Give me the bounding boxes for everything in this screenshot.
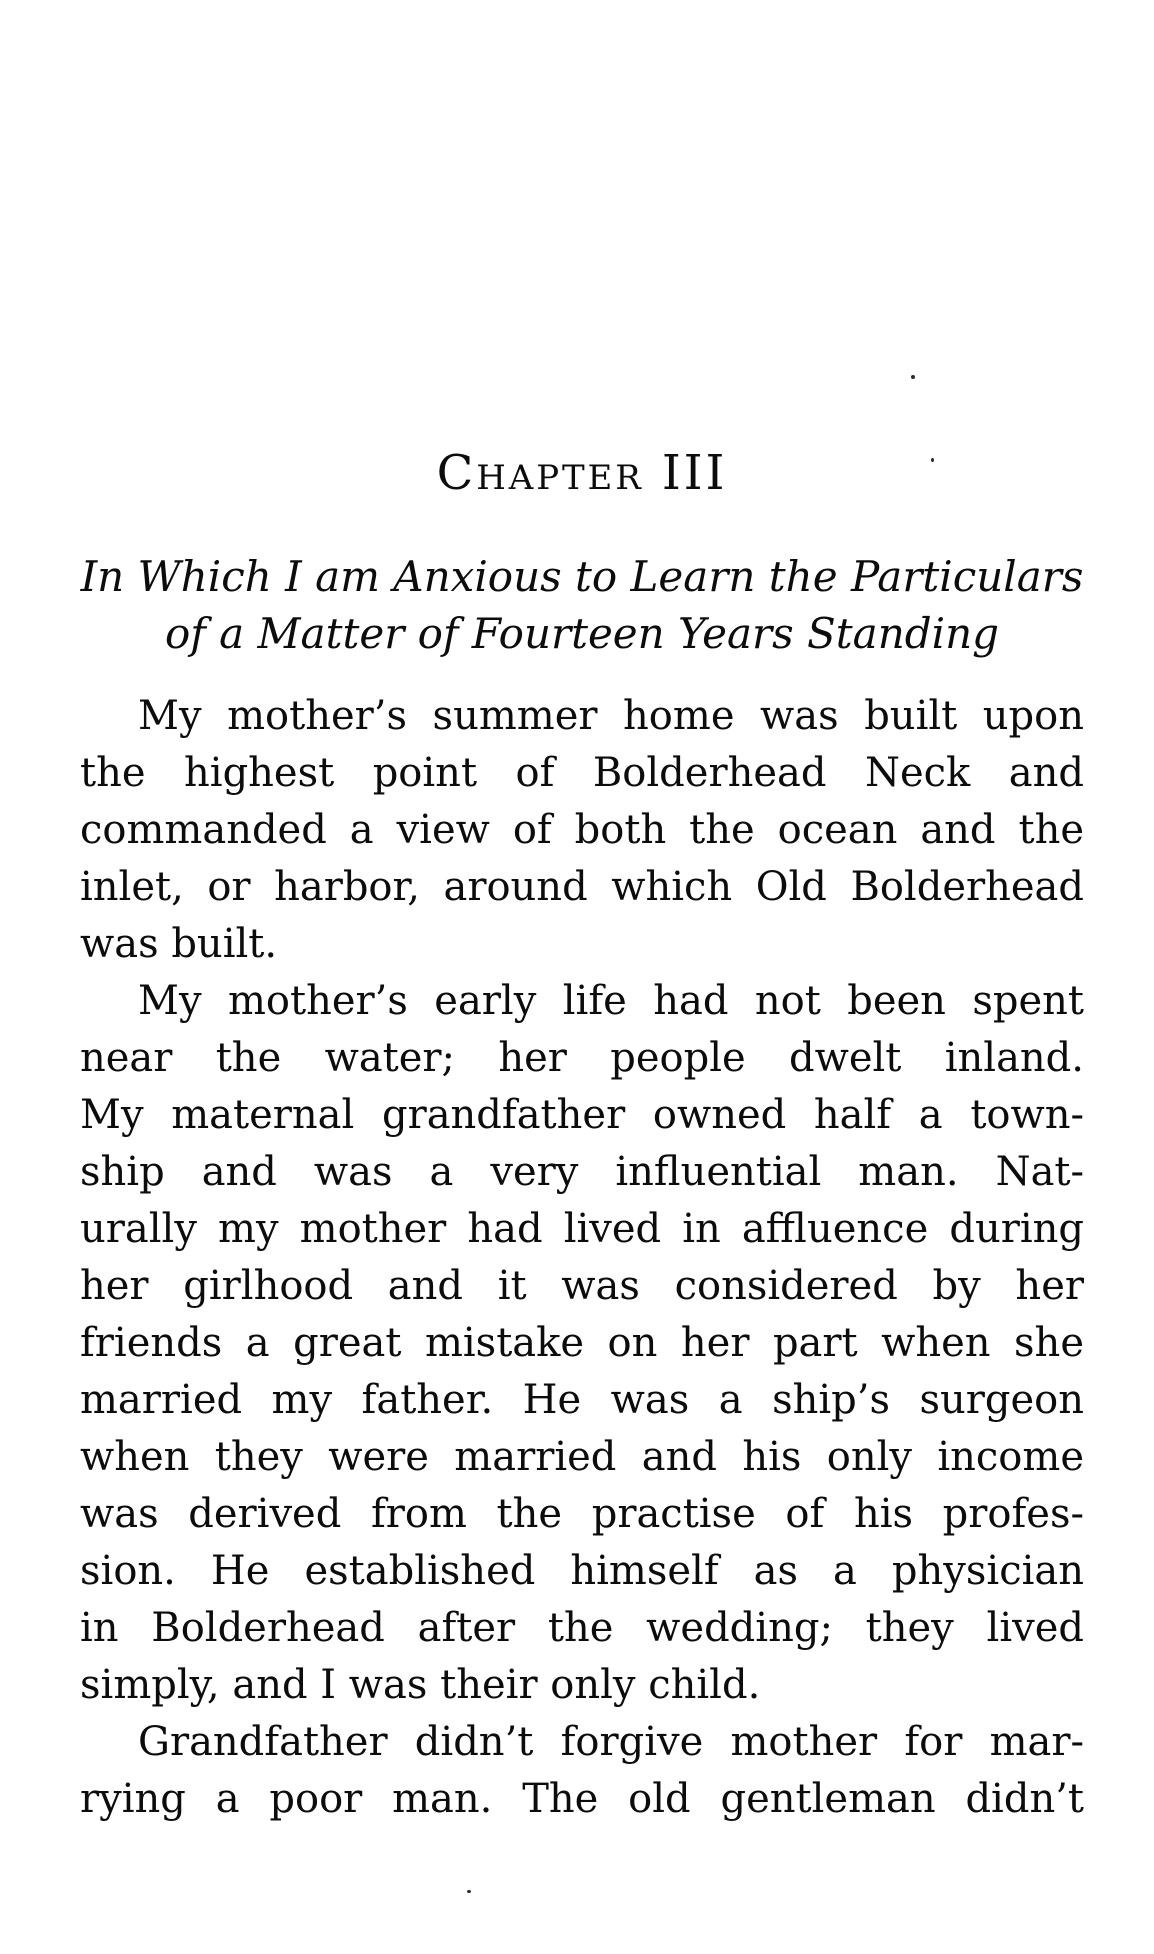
scan-speck [911,375,915,379]
text-line: friends a great mistake on her part when she [80,1319,1084,1366]
text-line: married my father. He was a ship’s surgeon [80,1376,1084,1423]
scan-speck [467,1890,471,1893]
paragraph [80,973,1084,1714]
text-line: My mother’s early life had not been spent [138,977,1084,1024]
subtitle-line: of a Matter of Fourteen Years Standing [164,608,1000,658]
scan-speck [931,458,934,462]
text-line: ship and was a very influential man. Nat- [80,1148,1084,1195]
text-line: was built. [80,920,278,967]
paragraph [80,688,1084,973]
text-line: commanded a view of both the ocean and the [80,806,1084,853]
text-line: inlet, or harbor, around which Old Bolderhead [80,863,1084,910]
subtitle-line: In Which I am Anxious to Learn the Particulars [80,551,1084,601]
text-line: sion. He established himself as a physician [80,1547,1084,1594]
text-line: the highest point of Bolderhead Neck and [80,749,1084,796]
text-line: was derived from the practise of his profes- [80,1490,1084,1537]
text-column [80,0,1084,1828]
chapter-heading: Chapter III [436,445,728,501]
text-line: when they were married and his only income [80,1433,1084,1480]
text-line: urally my mother had lived in affluence during [80,1205,1084,1252]
text-line: My mother’s summer home was built upon [138,692,1084,739]
text-line: in Bolderhead after the wedding; they lived [80,1604,1084,1651]
text-line: Grandfather didn’t forgive mother for mar- [138,1718,1084,1765]
chapter-subtitle [80,548,1084,662]
body-paragraphs [80,688,1084,1828]
text-line: near the water; her people dwelt inland. [80,1034,1084,1081]
text-line: her girlhood and it was considered by her [80,1262,1084,1309]
text-line: My maternal grandfather owned half a town- [80,1091,1084,1138]
paragraph [80,1714,1084,1828]
text-line: rying a poor man. The old gentleman didn’t [80,1775,1084,1822]
text-line: simply, and I was their only child. [80,1661,761,1708]
